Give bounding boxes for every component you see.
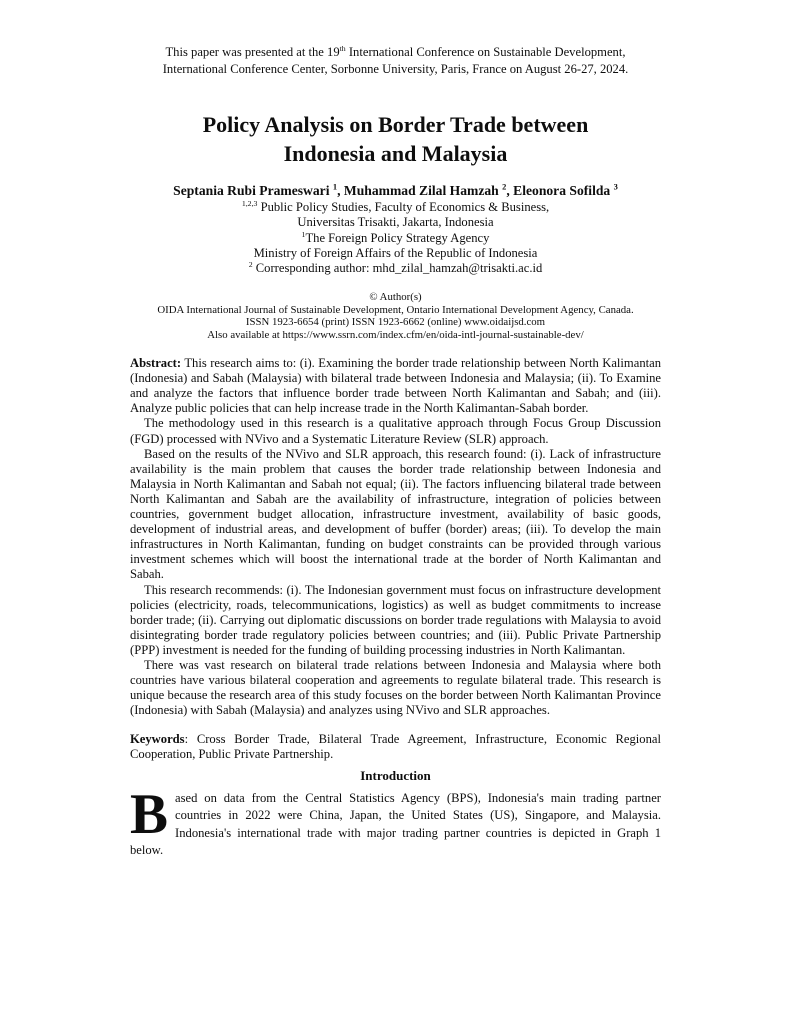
- affiliation-line: $^1$The Foreign Policy Strategy Agency: [301, 229, 490, 245]
- affiliation-line: Ministry of Foreign Affairs of the Republic of Indonesia: [253, 245, 538, 260]
- affiliation-line-corresponding-author: [130, 261, 661, 276]
- journal-name-line: OIDA International Journal of Sustainable Development, Ontario International Development Agency, Canada.: [157, 303, 634, 316]
- copyright-block: [130, 291, 661, 341]
- paper-title-line2: Indonesia and Malaysia: [283, 141, 508, 166]
- availability-url-line: Also available at https://www.ssrn.com/index.cfm/en/oida-intl-journal-sustainable-dev/: [207, 328, 584, 341]
- abstract-paragraph-2: The methodology used in this research is a qualitative approach through Focus Group Discussion (FGD) processed with NVivo and a Systematic Literature Review (SLR) approach.: [130, 416, 661, 446]
- conference-presentation-note: [130, 44, 661, 77]
- copyright-authors-line: © Author(s): [369, 291, 422, 304]
- abstract-paragraph-5: There was vast research on bilateral trade relations between Indonesia and Malaysia where both countries have various bilateral cooperation and agreements to regulate bilateral trade. This research is unique because the research area of this study focuses on the border between North Kalimantan Province (Indonesia) with Sabah (Malaysia) and analyzes using NVivo and SLR approaches.: [130, 657, 661, 718]
- affiliation-superscript: 1,2,3: [241, 198, 258, 208]
- author-3-affiliation-superscript: 3: [613, 181, 618, 192]
- abstract-paragraph-1: Abstract: This research aims to: (i). Examining the border trade relationship between North Kalimantan (Indonesia) and Sabah (Malaysia) with bilateral trade between Indonesia and Malaysia; (ii). To Examine and analyze the factors that influence border trade between North Kalimantan and Sabah; and (iii). Analyze public policies that can help increase trade in the North Kalimantan-Sabah border.: [130, 356, 662, 416]
- keywords-label: Keywords: [130, 732, 185, 747]
- author-3: , Eleonora Sofilda: [506, 183, 614, 198]
- conference-note-line1: This paper was presented at the 19th International Conference on Sustainable Development,: [165, 43, 626, 59]
- affiliations-block: [130, 200, 661, 276]
- affiliation-superscript: 1: [301, 229, 306, 239]
- abstract-label: Abstract:: [130, 356, 182, 371]
- paper-title-line1: Policy Analysis on Border Trade between: [202, 112, 589, 137]
- ordinal-superscript: th: [339, 43, 346, 53]
- authors-line: [130, 182, 661, 200]
- affiliation-line: Universitas Trisakti, Jakarta, Indonesia: [297, 215, 494, 230]
- author-2-affiliation-superscript: 2: [502, 181, 507, 192]
- introduction-heading: Introduction: [360, 767, 431, 783]
- affiliation-superscript: 2: [248, 260, 253, 269]
- keywords-line: Keywords: Cross Border Trade, Bilateral Trade Agreement, Infrastructure, Economic Regional Cooperation, Public Private Partnership.: [130, 732, 661, 762]
- author-1: Septania Rubi Prameswari: [173, 183, 333, 198]
- abstract-section: [130, 356, 661, 718]
- dropcap-letter: B: [130, 782, 169, 846]
- introduction-paragraph: [130, 782, 661, 860]
- abstract-paragraph-3: Based on the results of the NVivo and SLR approach, this research found: (i). Lack of infrastructure availability is the main problem that causes the border trade relationship between Indonesia and Malaysia in North Kalimantan and Sabah not equal; (ii). The factors influencing bilateral trade between North Kalimantan and Sabah are the availability of infrastructure, integration of policies between countries, government budget allocation, infrastructure investment, availability of basic goods, development of industrial areas, and development of buffer (border) areas; (iii). To develop the main infrastructures in North Kalimantan, funding on budget constraints can be provided through various investment schemes which will boost the international trade at the border of North Kalimantan and Sabah.: [130, 446, 661, 582]
- affiliation-line: $^{1,2,3}$ Public Policy Studies, Faculty of Economics & Business,: [241, 198, 550, 214]
- introduction-text: ased on data from the Central Statistics Agency (BPS), Indonesia's main trading partner countries in 2022 were China, Japan, the United States (US), Singapore, and Malaysia. Indonesia's international trade with major trading partner countries is depicted in Graph 1 below.: [130, 790, 661, 858]
- abstract-paragraph-4: This research recommends: (i). The Indonesian government must focus on infrastructure development policies (electricity, roads, telecommunications, logistics) as well as budget commitments to increase border trade; (ii). Carrying out diplomatic discussions on border trade regulations with Malaysia to avoid disintegrating border trade regulatory policies between countries; and (iii). Public Private Partnership (PPP) investment is needed for the funding of building processing industries in North Kalimantan.: [130, 582, 661, 657]
- author-2: , Muhammad Zilal Hamzah: [337, 183, 503, 198]
- corresponding-author-email: Corresponding author: mhd_zilal_hamzah@trisakti.ac.id: [252, 261, 543, 276]
- paper-title: [130, 110, 661, 168]
- author-1-affiliation-superscript: 1: [332, 181, 338, 192]
- conference-note-line2: International Conference Center, Sorbonne University, Paris, France on August 26-27, 2024.: [162, 61, 629, 76]
- issn-line: ISSN 1923-6654 (print) ISSN 1923-6662 (online) www.oidaijsd.com: [245, 316, 546, 329]
